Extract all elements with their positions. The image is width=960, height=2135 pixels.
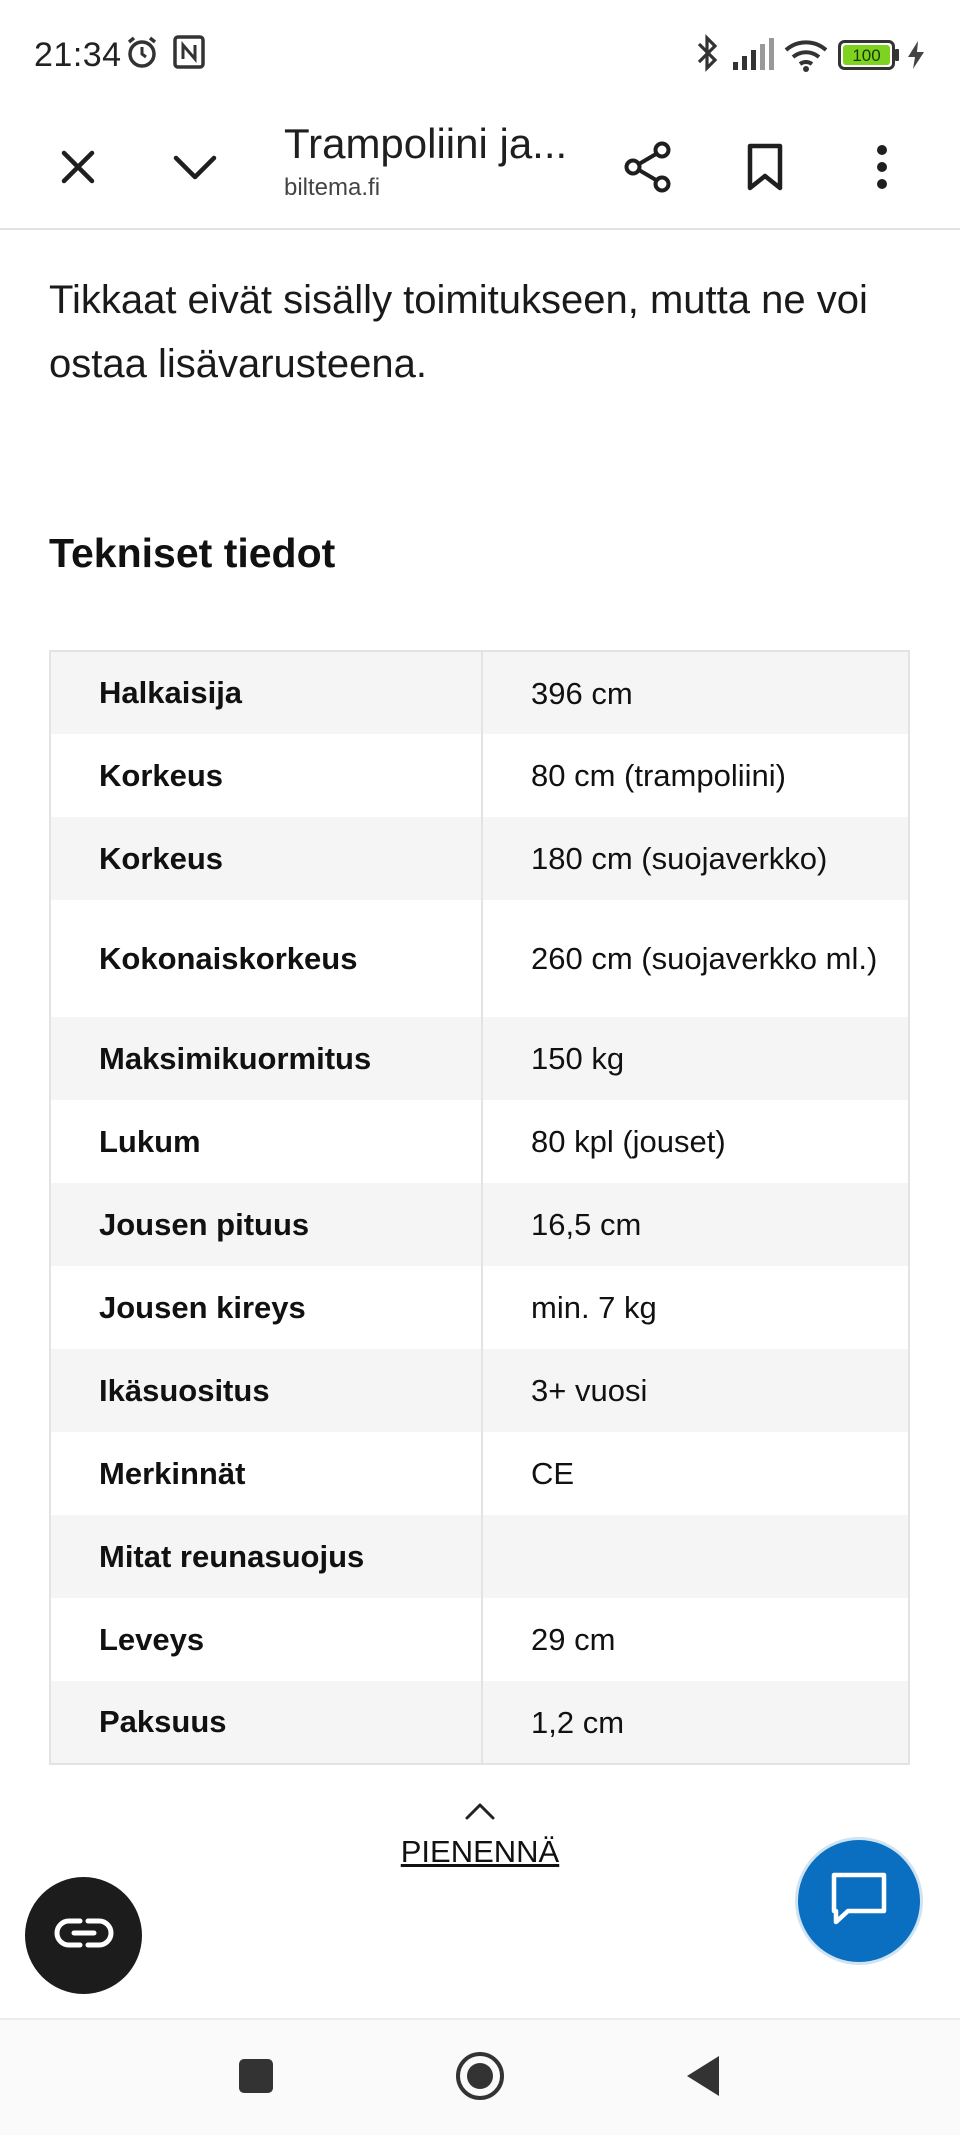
spec-value: 3+ vuosi — [531, 1373, 648, 1408]
table-row — [50, 1349, 909, 1432]
minimize-button[interactable] — [155, 129, 235, 209]
charging-icon — [906, 40, 926, 75]
spec-value: CE — [531, 1456, 575, 1491]
spec-value: 260 cm (suojaverkko ml.) — [531, 941, 878, 976]
table-row — [50, 1681, 909, 1764]
back-button[interactable] — [667, 2042, 739, 2114]
spec-label: Maksimikuormitus — [50, 1017, 482, 1100]
spec-label: Jousen kireys — [50, 1266, 482, 1349]
spec-value: 80 kpl (jouset) — [531, 1124, 726, 1159]
spec-label: Merkinnät — [50, 1432, 482, 1515]
spec-label: Korkeus — [50, 817, 482, 900]
bookmark-button[interactable] — [725, 129, 805, 209]
spec-value — [482, 1515, 909, 1598]
spec-label: Korkeus — [50, 734, 482, 817]
table-row — [50, 1183, 909, 1266]
collapse-control[interactable] — [380, 1800, 580, 1870]
table-row — [50, 817, 909, 900]
bluetooth-icon — [695, 34, 719, 77]
spec-value: min. 7 kg — [531, 1290, 657, 1325]
table-row — [50, 1432, 909, 1515]
page-url[interactable]: biltema.fi — [284, 174, 381, 201]
close-tab-button[interactable] — [38, 129, 118, 209]
bookmark-icon — [746, 143, 784, 196]
spec-value: 180 cm (suojaverkko) — [531, 841, 828, 876]
more-options-button[interactable] — [842, 129, 922, 209]
spec-label: Halkaisija — [50, 651, 482, 734]
status-bar — [0, 0, 960, 110]
battery-level: 100 — [852, 46, 881, 65]
nfc-icon — [172, 34, 206, 75]
spec-label: Paksuus — [50, 1681, 482, 1764]
table-row — [50, 1100, 909, 1183]
chat-button[interactable] — [795, 1837, 923, 1965]
recents-button[interactable] — [220, 2042, 292, 2114]
section-title: Tekniset tiedot — [49, 530, 336, 576]
table-row — [50, 1598, 909, 1681]
spec-label: Mitat reunasuojus — [50, 1515, 482, 1598]
more-vert-icon — [875, 144, 889, 195]
battery-icon — [838, 40, 900, 75]
table-row — [50, 1017, 909, 1100]
spec-value: 29 cm — [531, 1622, 616, 1657]
table-row — [50, 900, 909, 1017]
home-icon — [454, 2050, 506, 2107]
home-button[interactable] — [444, 2042, 516, 2114]
back-icon — [683, 2054, 723, 2103]
intro-text: Tikkaat eivät sisälly toimitukseen, mutta ne voi ostaa lisävarusteena. — [49, 278, 868, 386]
table-row — [50, 651, 909, 734]
spec-label: Kokonaiskorkeus — [50, 900, 482, 1017]
spec-label: Jousen pituus — [50, 1183, 482, 1266]
spec-label: Lukum — [50, 1100, 482, 1183]
signal-icon — [731, 38, 775, 77]
share-icon — [623, 141, 673, 198]
link-icon — [54, 1916, 114, 1955]
wifi-icon — [784, 38, 828, 77]
close-icon — [58, 147, 98, 192]
status-time: 21:34 — [34, 36, 122, 74]
spec-value: 1,2 cm — [531, 1704, 625, 1740]
spec-value: 150 kg — [531, 1041, 625, 1076]
collapse-link[interactable]: PIENENNÄ — [400, 1834, 560, 1869]
chat-bubble-icon — [828, 1870, 890, 1933]
page-title[interactable]: Trampoliini ja... — [284, 120, 568, 167]
spec-value: 396 cm — [531, 675, 633, 711]
spec-value: 16,5 cm — [531, 1207, 642, 1242]
custom-tab-toolbar — [0, 110, 960, 230]
system-navbar — [0, 2018, 960, 2135]
table-row — [50, 1515, 909, 1598]
share-button[interactable] — [608, 129, 688, 209]
table-row — [50, 734, 909, 817]
spec-label: Ikäsuositus — [50, 1349, 482, 1432]
spec-value: 80 cm (trampoliini) — [531, 758, 786, 793]
spec-label: Leveys — [50, 1598, 482, 1681]
chevron-down-icon — [172, 152, 218, 187]
spec-table — [49, 650, 910, 1765]
alarm-icon — [124, 34, 160, 75]
assistant-fab[interactable] — [25, 1877, 142, 1994]
recents-icon — [237, 2057, 275, 2100]
chevron-up-icon — [380, 1800, 580, 1834]
table-row — [50, 1266, 909, 1349]
